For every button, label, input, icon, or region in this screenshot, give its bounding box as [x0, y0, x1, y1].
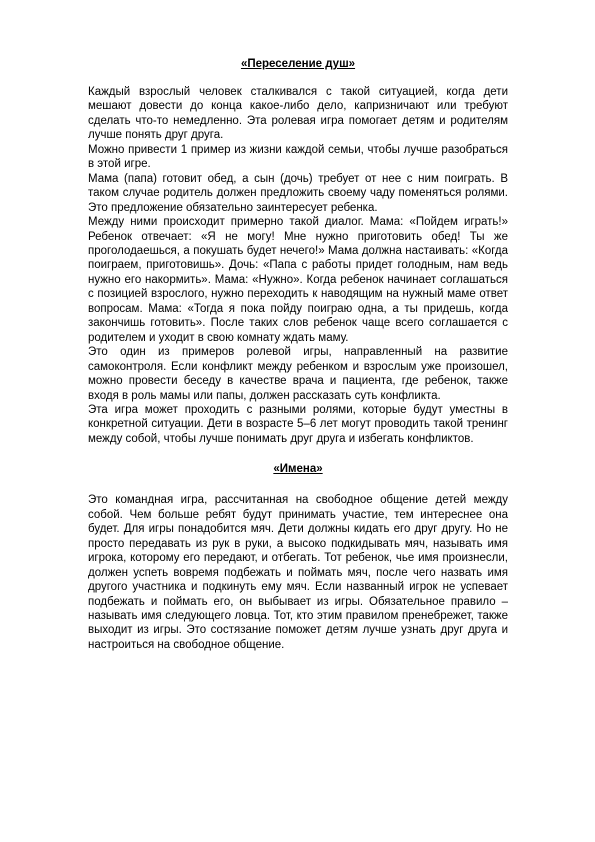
paragraph-intro: Каждый взрослый человек сталкивался с такой ситуацией, когда дети мешают довести до конца какое-либо дело, капризничают или требуют сделать что-то немедленно. Эта ролевая игра помогает детям и родителям лучше понять друг друга. — [88, 86, 508, 142]
paragraph-self-control: Это один из примеров ролевой игры, направленный на развитие самоконтроля. Если конфликт между ребенком и взрослым уже произошел, можно провести беседу в качестве врача и пациента, где ребенок, также входя в роль мамы или папы, должен рассказать суть конфликта. — [88, 346, 508, 402]
paragraph-situation: Мама (папа) готовит обед, а сын (дочь) требует от нее с ним поиграть. В таком случае родитель должен предложить своему чаду поменяться ролями. Это предложение обязательно заинтересует ребенка. — [88, 172, 508, 214]
document-content — [88, 57, 508, 652]
paragraph-dialog: Между ними происходит примерно такой диалог. Мама: «Пойдем играть!» Ребенок отвечает: «Я не могу! Мне нужно приготовить обед! Ты же проголодаешься, а покушать будет нечего!» Мама должна настаивать: «Когда поиграем, приготовишь». Дочь: «Папа с работы придет голодным, нам ведь нужно его накормить». Мама: «Нужно». Когда ребенок начинает соглашаться с позицией взрослого, нужно переходить к наводящим на нужный маме ответ вопросам. Мама: «Тогда я пока пойду поиграю одна, а ты придешь, когда закончишь готовить». После таких слов ребенок чаще всего соглашается с родителем и уходит в свою комнату ждать маму. — [88, 216, 508, 344]
paragraph-example: Можно привести 1 пример из жизни каждой семьи, чтобы лучше разобраться в этой игре. — [88, 143, 508, 171]
paragraph-names-game: Это командная игра, рассчитанная на свободное общение детей между собой. Чем больше ребят будут принимать участие, тем интереснее она будет. Для игры понадобится мяч. Дети должны кидать его друг другу. Но не просто передавать из рук в руки, а высоко подкидывать мяч, называть имя игрока, которому его передают, и отбегать. Тот ребенок, чье имя произнесли, должен успеть вовремя подбежать и поймать мяч, после чего назвать имя другого участника и подкинуть ему мяч. Если названный игрок не успевает подбежать и поймать его, он выбывает из игры. Обязательное правило – называть имя следующего ловца. Тот, кто этим правилом пренебрежет, также выходит из игры. Это состязание поможет детям лучше узнать друг друга и настроиться на свободное общение. — [88, 494, 508, 651]
paragraph-roles: Эта игра может проходить с разными ролями, которые будут уместны в конкретной ситуации. Дети в возрасте 5–6 лет могут проводить такой тренинг между собой, чтобы лучше понимать друг друга и избегать конфликтов. — [88, 403, 508, 445]
section-title-pereselenie-dush: «Переселение душ» — [240, 58, 356, 70]
section-title-imena: «Имена» — [273, 463, 323, 476]
